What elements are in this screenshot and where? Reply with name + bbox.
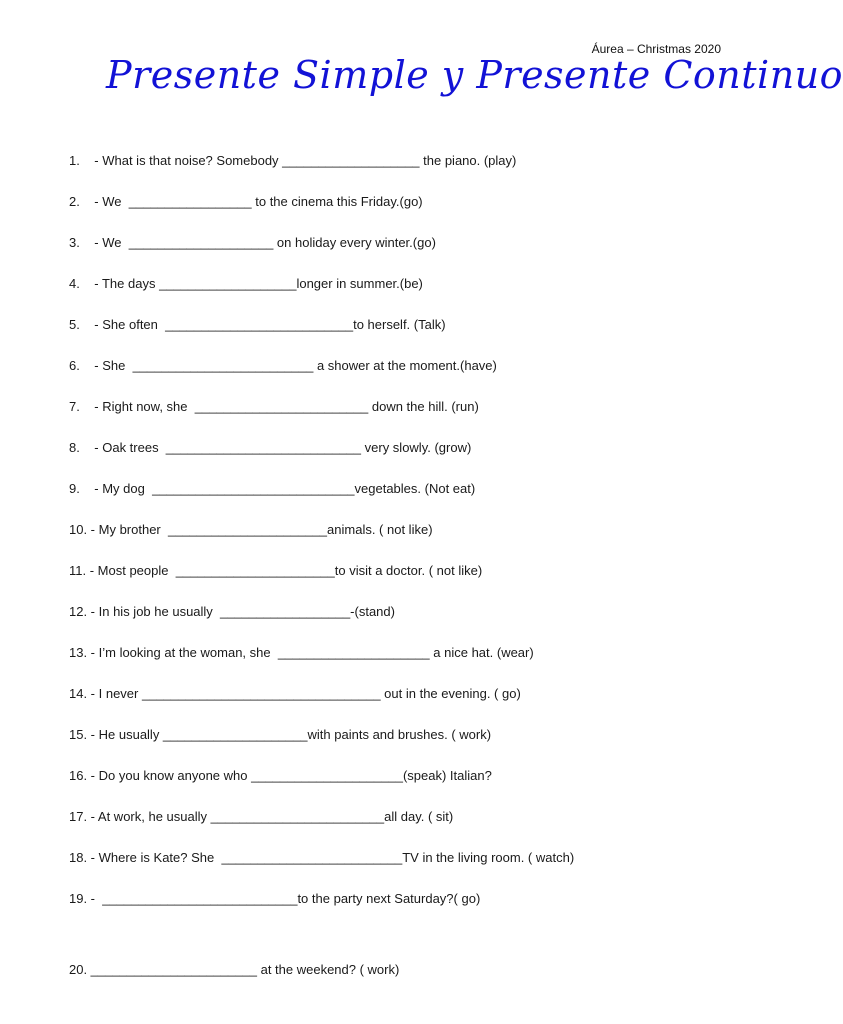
- page-title: Presente Simple y Presente Continuo: [106, 53, 843, 97]
- exercise-item: 20. _______________________ at the weekend? ( work): [69, 962, 400, 977]
- header-note: Áurea – Christmas 2020: [591, 42, 721, 56]
- exercise-item: 2. - We _________________ to the cinema this Friday.(go): [69, 194, 423, 209]
- exercise-item: 8. - Oak trees ___________________________ very slowly. (grow): [69, 440, 472, 455]
- exercise-item: 17. - At work, he usually ________________________all day. ( sit): [69, 809, 454, 824]
- exercise-item: 5. - She often __________________________to herself. (Talk): [69, 317, 446, 332]
- exercise-item: 9. - My dog ____________________________vegetables. (Not eat): [69, 481, 476, 496]
- exercise-item: 16. - Do you know anyone who _____________________(speak) Italian?: [69, 768, 492, 783]
- exercise-item: 4. - The days ___________________longer in summer.(be): [69, 276, 423, 291]
- exercise-item: 1. - What is that noise? Somebody ___________________ the piano. (play): [69, 153, 517, 168]
- exercise-item: 10. - My brother ______________________animals. ( not like): [69, 522, 433, 537]
- exercise-item: 12. - In his job he usually __________________-(stand): [69, 604, 395, 619]
- exercise-item: 7. - Right now, she ________________________ down the hill. (run): [69, 399, 479, 414]
- exercise-item: 19. - ___________________________to the party next Saturday?( go): [69, 891, 481, 906]
- exercise-item: 14. - I never _________________________________ out in the evening. ( go): [69, 686, 521, 701]
- exercise-item: 15. - He usually ____________________with paints and brushes. ( work): [69, 727, 492, 742]
- exercise-item: 3. - We ____________________ on holiday every winter.(go): [69, 235, 436, 250]
- exercise-item: 11. - Most people ______________________to visit a doctor. ( not like): [69, 563, 483, 578]
- exercise-item: 18. - Where is Kate? She _________________________TV in the living room. ( watch): [69, 850, 575, 865]
- exercise-item: 13. - I’m looking at the woman, she _____________________ a nice hat. (wear): [69, 645, 534, 660]
- exercise-item: 6. - She _________________________ a shower at the moment.(have): [69, 358, 497, 373]
